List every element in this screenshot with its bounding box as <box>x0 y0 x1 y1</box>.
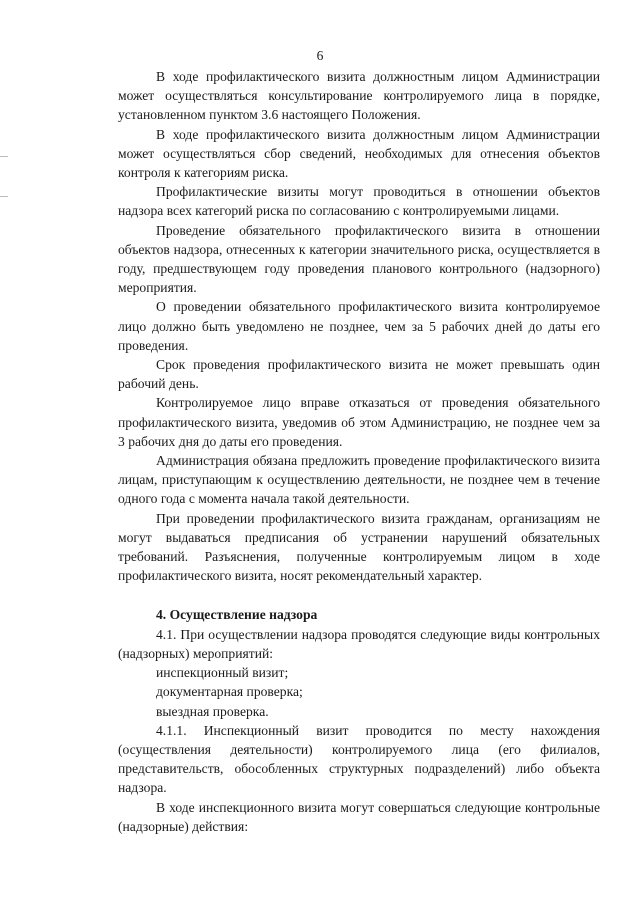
section-heading: 4. Осуществление надзора <box>156 607 318 623</box>
paragraph: В ходе профилактического визита должностным лицом Администрации может осуществляться сбор сведений, необходимых для отнесения объектов контроля к категориям риска. <box>118 126 600 181</box>
paragraph: Срок проведения профилактического визита не может превышать один рабочий день. <box>118 357 600 392</box>
paragraph: О проведении обязательного профилактического визита контролируемое лицо должно быть уведомлено не позднее, чем за 5 рабочих дней до даты его проведения. <box>118 299 600 353</box>
document-body <box>118 67 600 836</box>
paragraph: Контролируемое лицо вправе отказаться от проведения обязательного профилактического визита, уведомив об этом Администрацию, не позднее чем за 3 рабочих дня до даты его проведения. <box>118 395 600 449</box>
paragraph: В ходе инспекционного визита могут совершаться следующие контрольные (надзорные) действия: <box>118 799 600 834</box>
list-item: выездная проверка. <box>156 703 269 719</box>
page-number: 6 <box>316 48 324 63</box>
margin-mark <box>0 196 8 197</box>
paragraph: При проведении профилактического визита гражданам, организациям не могут выдаваться предписания об устранении нарушений обязательных требований. Разъяснения, полученные контролируемым лицом в ходе профилактического визита, носят рекомендательный характер. <box>118 510 600 584</box>
paragraph: Проведение обязательного профилактического визита в отношении объектов надзора, отнесенных к категории значительного риска, осуществляется в году, предшествующем году проведения планового контрольного (надзорного) мероприятия. <box>118 222 600 296</box>
paragraph: В ходе профилактического визита должностным лицом Администрации может осуществляться консультирование контролируемого лица в порядке, установленном пунктом 3.6 настоящего Положения. <box>118 69 600 123</box>
list-item: документарная проверка; <box>156 684 303 700</box>
margin-mark <box>0 156 8 157</box>
list-item: инспекционный визит; <box>156 665 289 681</box>
paragraph: Профилактические визиты могут проводиться в отношении объектов надзора всех категорий риска по согласованию с контролируемыми лицами. <box>118 184 600 219</box>
paragraph: Администрация обязана предложить проведение профилактического визита лицам, приступающим к осуществлению деятельности, не позднее чем в течение одного года с момента начала такой деятельности. <box>118 453 600 507</box>
section-intro: 4.1. При осуществлении надзора проводятся следующие виды контрольных (надзорных) мероприятий: <box>118 626 600 661</box>
paragraph: 4.1.1. Инспекционный визит проводится по месту нахождения (осуществления деятельности) контролируемого лица (его филиалов, представительств, обособленных структурных подразделений) либо объекта надзора. <box>118 722 600 796</box>
